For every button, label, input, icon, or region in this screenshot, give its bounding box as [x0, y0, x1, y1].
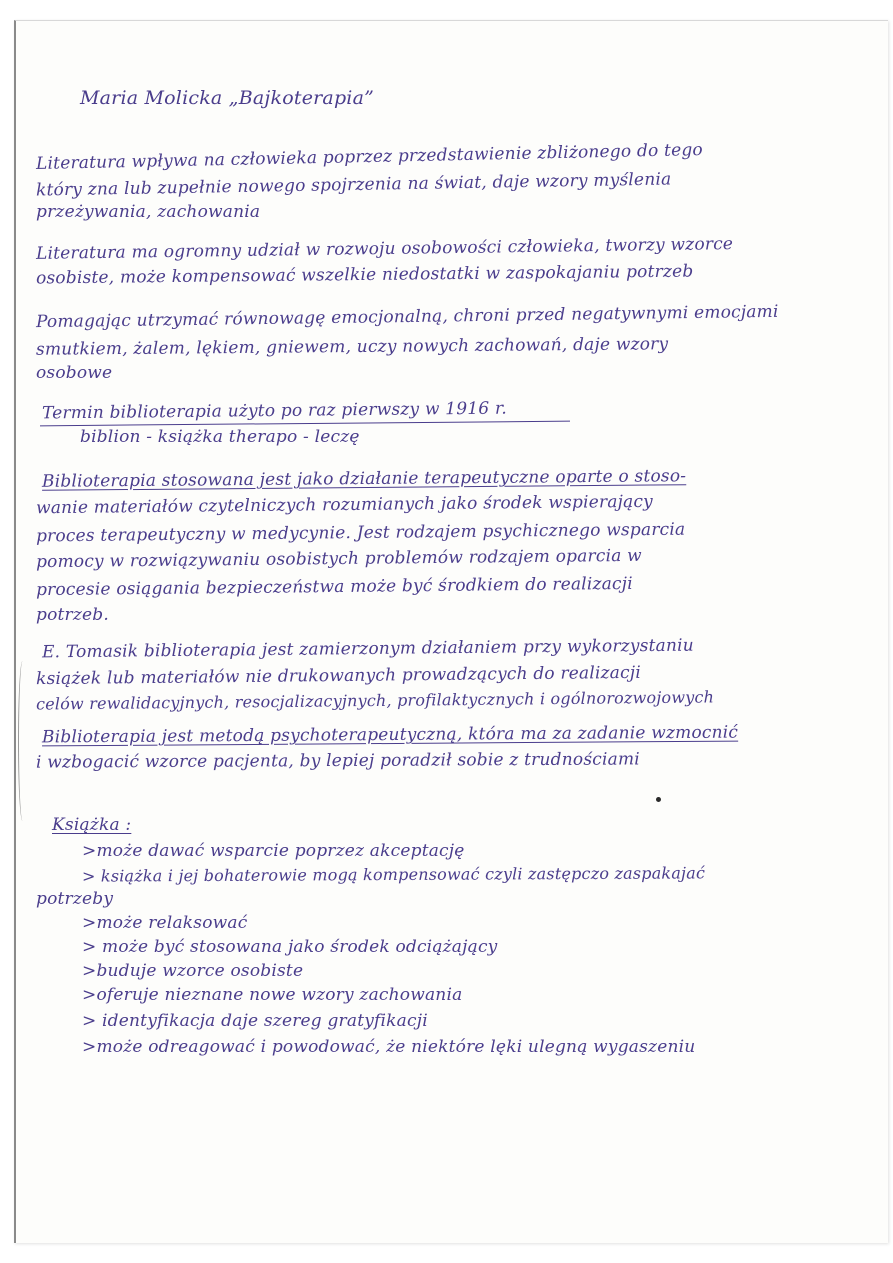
text-line: który zna lub zupełnie nowego spojrzenia na świat, daje wzory myślenia — [35, 169, 672, 201]
text-line: wanie materiałów czytelniczych rozumianych jako środek wspierający — [35, 491, 654, 519]
text-line: Pomagając utrzymać równowagę emocjonalną, chroni przed negatywnymi emocjami — [35, 301, 779, 333]
list-item: >może dawać wsparcie poprzez akceptację — [82, 841, 465, 861]
list-item: > książka i jej bohaterowie mogą kompensować czyli zastępczo zaspakajać — [81, 863, 706, 886]
text-line: osobowe — [36, 363, 113, 383]
notebook-page — [14, 20, 888, 1243]
text-line: proces terapeutyczny w medycynie. Jest rodzajem psychicznego wsparcia — [35, 519, 686, 547]
list-item: >może relaksować — [82, 913, 248, 933]
list-item: >oferuje nieznane nowe wzory zachowania — [82, 985, 463, 1005]
text-line: celów rewalidacyjnych, resocjalizacyjnych, profilaktycznych i ogólnorozwojowych — [35, 687, 715, 714]
text-line: Biblioterapia stosowana jest jako działanie terapeutyczne oparte o stoso- — [41, 466, 687, 492]
list-item: > może być stosowana jako środek odciążający — [82, 937, 498, 957]
list-item: >może odreagować i powodować, że niektóre lęki ulegną wygaszeniu — [82, 1037, 696, 1057]
text-line: Literatura ma ogromny udział w rozwoju osobowości człowieka, tworzy wzorce — [35, 234, 734, 264]
section-heading-book: Książka : — [52, 815, 132, 835]
text-line: procesie osiągania bezpieczeństwa może być środkiem do realizacji — [35, 573, 633, 601]
text-line: Literatura wpływa na człowieka poprzez przedstawienie zbliżonego do tego — [35, 140, 704, 174]
page-binding-mark — [18, 661, 27, 821]
text-line: E. Tomasik biblioterapia jest zamierzonym działaniem przy wykorzystaniu — [41, 635, 695, 663]
page-title: Maria Molicka „Bajkoterapia” — [80, 87, 375, 109]
text-line: smutkiem, żalem, lękiem, gniewem, uczy nowych zachowań, daje wzory — [35, 334, 669, 360]
list-item: >buduje wzorce osobiste — [82, 961, 304, 981]
text-line: Biblioterapia jest metodą psychoterapeutyczną, która ma za zadanie wzmocnić — [41, 722, 739, 748]
list-item-continuation: potrzeby — [36, 889, 114, 909]
text-line: przeżywania, zachowania — [36, 202, 261, 222]
text-line: potrzeb. — [36, 605, 109, 625]
list-item: > identyfikacja daje szereg gratyfikacji — [82, 1011, 428, 1031]
text-line: i wzbogacić wzorce pacjenta, by lepiej poradził sobie z trudnościami — [35, 749, 640, 773]
text-line: biblion - książka therapo - leczę — [80, 427, 360, 447]
text-line: osobiste, może kompensować wszelkie niedostatki w zaspokajaniu potrzeb — [35, 261, 694, 289]
section-heading-term: Termin biblioterapia użyto po raz pierwszy w 1916 r. — [41, 398, 508, 424]
ink-dot — [656, 797, 661, 802]
text-line: książek lub materiałów nie drukowanych prowadzących do realizacji — [35, 662, 642, 690]
text-line: pomocy w rozwiązywaniu osobistych problemów rodzajem oparcia w — [35, 545, 642, 573]
